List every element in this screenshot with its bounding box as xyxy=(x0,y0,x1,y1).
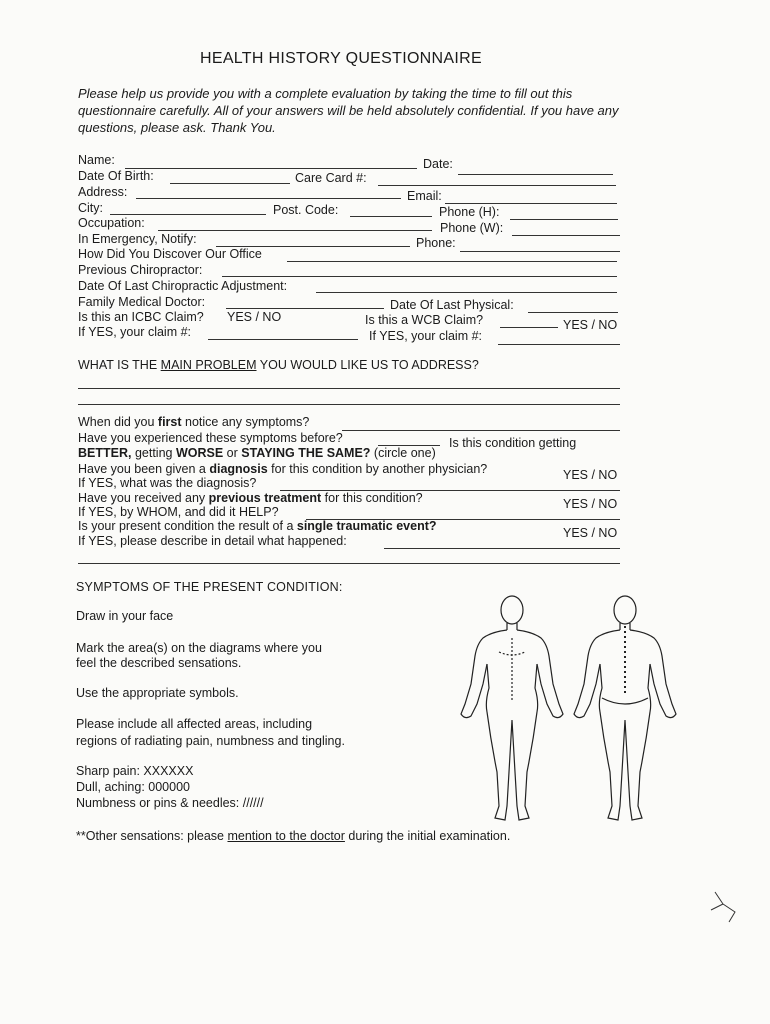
q10-field[interactable] xyxy=(384,548,620,549)
date-label: Date: xyxy=(423,157,453,171)
q1-text-c: notice any symptoms? xyxy=(181,415,310,429)
name-label: Name: xyxy=(78,153,115,167)
back-buttocks-line xyxy=(602,698,648,704)
discover-label: How Did You Discover Our Office xyxy=(78,247,262,261)
q5-yes-no[interactable]: YES / NO xyxy=(563,468,618,482)
post-code-label: Post. Code: xyxy=(273,203,339,217)
phone-home-label: Phone (H): xyxy=(439,205,500,219)
include-areas-line-2: regions of radiating pain, numbness and tingling. xyxy=(76,734,345,748)
other-note-b: mention to the doctor xyxy=(227,829,345,843)
q4-text-b: getting xyxy=(131,446,176,460)
icbc-yes-no[interactable]: YES / NO xyxy=(227,310,282,324)
q1-text-b: first xyxy=(157,415,182,429)
q5-text-c: for this condition by another physician? xyxy=(267,462,488,476)
q4-circle-one: (circle one) xyxy=(370,446,436,460)
wcb-label: Is this a WCB Claim? xyxy=(365,313,484,327)
q4-better[interactable]: BETTER, xyxy=(78,446,132,460)
q10-line-2[interactable] xyxy=(78,563,620,564)
problem-line-1[interactable] xyxy=(78,388,620,389)
q4-same[interactable]: STAYING THE SAME? xyxy=(241,446,371,460)
care-card-field[interactable] xyxy=(378,185,616,186)
q1-text-a: When did you xyxy=(78,415,158,429)
q-first-notice xyxy=(78,415,309,429)
q-traumatic-event xyxy=(78,519,437,533)
city-field[interactable] xyxy=(110,214,266,215)
mark-areas-line-2: feel the described sensations. xyxy=(76,656,242,670)
q7-text-c: for this condition? xyxy=(321,491,423,505)
phone-home-field[interactable] xyxy=(510,219,618,220)
dull-aching-legend: Dull, aching: 000000 xyxy=(76,780,190,794)
problem-line-2[interactable] xyxy=(78,404,620,405)
draw-face-text: Draw in your face xyxy=(76,609,174,623)
q7-text-a: Have you received any xyxy=(78,491,209,505)
wcb-claim-label: If YES, your claim #: xyxy=(369,329,483,343)
q-diagnosis xyxy=(78,462,487,476)
icbc-claim-field[interactable] xyxy=(208,339,358,340)
numbness-legend: Numbness or pins & needles: ////// xyxy=(76,796,264,810)
back-legs[interactable] xyxy=(600,712,650,820)
q4-text-d: or xyxy=(223,446,242,460)
post-code-field[interactable] xyxy=(350,216,432,217)
care-card-label: Care Card #: xyxy=(295,171,367,185)
wcb-line xyxy=(500,327,558,328)
occupation-field[interactable] xyxy=(158,230,432,231)
occupation-label: Occupation: xyxy=(78,216,145,230)
main-problem-heading xyxy=(78,358,479,372)
date-field[interactable] xyxy=(458,174,613,175)
other-sensations-note xyxy=(76,829,510,843)
icbc-claim-label: If YES, your claim #: xyxy=(78,325,192,339)
main-problem-emph: MAIN PROBLEM xyxy=(160,358,257,372)
q7-yes-no[interactable]: YES / NO xyxy=(563,497,618,511)
q-condition-getting: Is this condition getting xyxy=(449,436,577,450)
dob-field[interactable] xyxy=(170,183,290,184)
page-title: HEALTH HISTORY QUESTIONNAIRE xyxy=(200,50,482,67)
other-note-c: during the initial examination. xyxy=(344,829,511,843)
q5-text-a: Have you been given a xyxy=(78,462,210,476)
symptoms-heading: SYMPTOMS OF THE PRESENT CONDITION: xyxy=(76,580,343,594)
family-doc-label: Family Medical Doctor: xyxy=(78,295,206,309)
mark-areas-line-1: Mark the area(s) on the diagrams where you xyxy=(76,641,322,655)
q9-yes-no[interactable]: YES / NO xyxy=(563,526,618,540)
q-by-whom: If YES, by WHOM, and did it HELP? xyxy=(78,505,279,519)
intro-text: Please help us provide you with a complete evaluation by taking the time to fill out this questionnaire carefully. All of your answers will be held absolutely confidential. If you have any questions, please ask. Thank You. xyxy=(78,86,619,135)
main-problem-prefix: WHAT IS THE xyxy=(78,358,161,372)
q9-text-a: Is your present condition the result of a xyxy=(78,519,297,533)
phone-label: Phone: xyxy=(416,236,456,250)
last-physical-field[interactable] xyxy=(528,312,618,313)
use-symbols-text: Use the appropriate symbols. xyxy=(76,686,239,700)
city-label: City: xyxy=(78,201,103,215)
q1-field[interactable] xyxy=(342,430,620,431)
email-field[interactable] xyxy=(445,203,617,204)
emergency-label: In Emergency, Notify: xyxy=(78,232,197,246)
phone-work-label: Phone (W): xyxy=(440,221,504,235)
back-head[interactable] xyxy=(614,596,636,624)
other-note-a: **Other sensations: please xyxy=(76,829,228,843)
q5-text-b: diagnosis xyxy=(209,462,268,476)
front-legs[interactable] xyxy=(487,712,537,820)
address-field[interactable] xyxy=(136,198,401,199)
family-doc-field[interactable] xyxy=(226,308,384,309)
q4-worse[interactable]: WORSE xyxy=(175,446,224,460)
address-label: Address: xyxy=(78,185,128,199)
prev-chiro-label: Previous Chiropractor: xyxy=(78,263,203,277)
front-head[interactable] xyxy=(501,596,523,624)
phone-field[interactable] xyxy=(460,251,620,252)
icbc-label: Is this an ICBC Claim? xyxy=(78,310,204,324)
phone-work-field[interactable] xyxy=(512,235,620,236)
q-experienced-before: Have you experienced these symptoms before? xyxy=(78,431,343,445)
q9-text-b: single traumatic event? xyxy=(296,519,437,533)
sharp-pain-legend: Sharp pain: XXXXXX xyxy=(76,764,194,778)
pen-mark xyxy=(705,890,740,925)
q-previous-treatment xyxy=(78,491,423,505)
dob-label: Date Of Birth: xyxy=(78,169,154,183)
include-areas-line-1: Please include all affected areas, including xyxy=(76,717,313,731)
q-better-worse-same[interactable] xyxy=(78,446,436,460)
q7-text-b: previous treatment xyxy=(208,491,322,505)
email-label: Email: xyxy=(407,189,442,203)
main-problem-suffix: YOU WOULD LIKE US TO ADDRESS? xyxy=(256,358,479,372)
last-adjust-label: Date Of Last Chiropractic Adjustment: xyxy=(78,279,288,293)
q-describe: If YES, please describe in detail what happened: xyxy=(78,534,347,548)
body-diagram-front[interactable] xyxy=(455,592,570,832)
q-what-diagnosis: If YES, what was the diagnosis? xyxy=(78,476,257,490)
front-chest-lines xyxy=(499,638,525,702)
last-adjust-field[interactable] xyxy=(316,292,617,293)
name-field[interactable] xyxy=(125,168,417,169)
discover-field[interactable] xyxy=(287,261,617,262)
body-diagram-back[interactable] xyxy=(572,592,682,832)
wcb-yes-no[interactable]: YES / NO xyxy=(563,318,618,332)
last-physical-label: Date Of Last Physical: xyxy=(390,298,514,312)
wcb-claim-field[interactable] xyxy=(498,344,620,345)
prev-chiro-field[interactable] xyxy=(222,276,617,277)
